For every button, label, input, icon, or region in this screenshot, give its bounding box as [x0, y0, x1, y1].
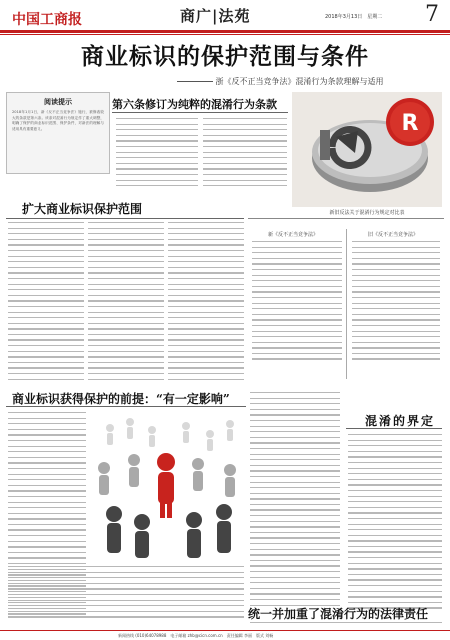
masthead-rule-thin	[0, 34, 450, 35]
reading-tips-title: 阅读提示	[44, 98, 72, 106]
table-header-new: 新《反不正当竞争法》	[268, 232, 319, 238]
table-right-text	[352, 241, 440, 364]
article-title: 商业标识的保护范围与条件	[81, 43, 369, 70]
people-figures	[90, 408, 246, 558]
body-text-column	[8, 566, 244, 622]
body-text-column	[88, 222, 164, 384]
body-text-column	[250, 622, 442, 628]
trademark-copyright-photo	[292, 92, 442, 207]
article-subtitle: 浙《反不正当竞争法》混淆行为条款理解与适用	[130, 76, 430, 87]
reading-tips-text: 2018年1月1日，新《反不正当竞争法》施行，被修改较大的条款是第六条。该条对混淆行为规定作了重大调整，明确了保护的商业标识范围、保护条件，对新法的理解与适用具有重要意义。	[12, 110, 104, 131]
page-number: 7	[425, 2, 439, 27]
body-text-column	[168, 222, 244, 384]
svg-text:R: R	[401, 111, 419, 136]
table-left-text	[252, 241, 342, 364]
photo-illustration	[292, 92, 442, 207]
issue-date: 2018年3月13日 星期二	[325, 14, 383, 20]
body-text-column	[250, 392, 340, 610]
section-title: 商广|法苑	[180, 7, 251, 25]
comparison-table	[248, 218, 444, 383]
heading-legal-liability: 统一并加重了混淆行为的法律责任	[248, 607, 429, 621]
body-text-column	[348, 434, 442, 613]
photo-caption: 新旧反法关于混淆行为规定对比表	[329, 210, 405, 216]
crowd-illustration	[90, 408, 246, 558]
masthead-rule	[0, 30, 450, 33]
heading-rule	[346, 428, 442, 429]
body-text-column	[203, 118, 287, 191]
heading-article-six: 第六条修订为纯粹的混淆行为条款	[112, 98, 277, 111]
body-text-column	[116, 118, 198, 191]
heading-expand-scope: 扩大商业标识保护范围	[22, 202, 143, 216]
masthead	[0, 0, 450, 30]
newspaper-logo: 中国工商报	[12, 12, 82, 28]
heading-rule	[6, 406, 246, 407]
reading-tips-box	[6, 92, 110, 174]
table-divider	[346, 229, 347, 379]
body-text-column	[8, 222, 84, 384]
page-footer: 新闻热线 (010)64078988 电子邮箱 zhb@cicn.com.cn 责任编辑 李丽 版式 刘畅	[0, 630, 450, 640]
heading-confusion-definition: 混淆的界定	[365, 414, 436, 428]
table-header-old: 旧《反不正当竞争法》	[368, 232, 419, 238]
heading-rule	[6, 218, 244, 219]
heading-influence: 商业标识获得保护的前提：“有一定影响”	[12, 392, 230, 406]
heading-rule	[112, 112, 288, 113]
